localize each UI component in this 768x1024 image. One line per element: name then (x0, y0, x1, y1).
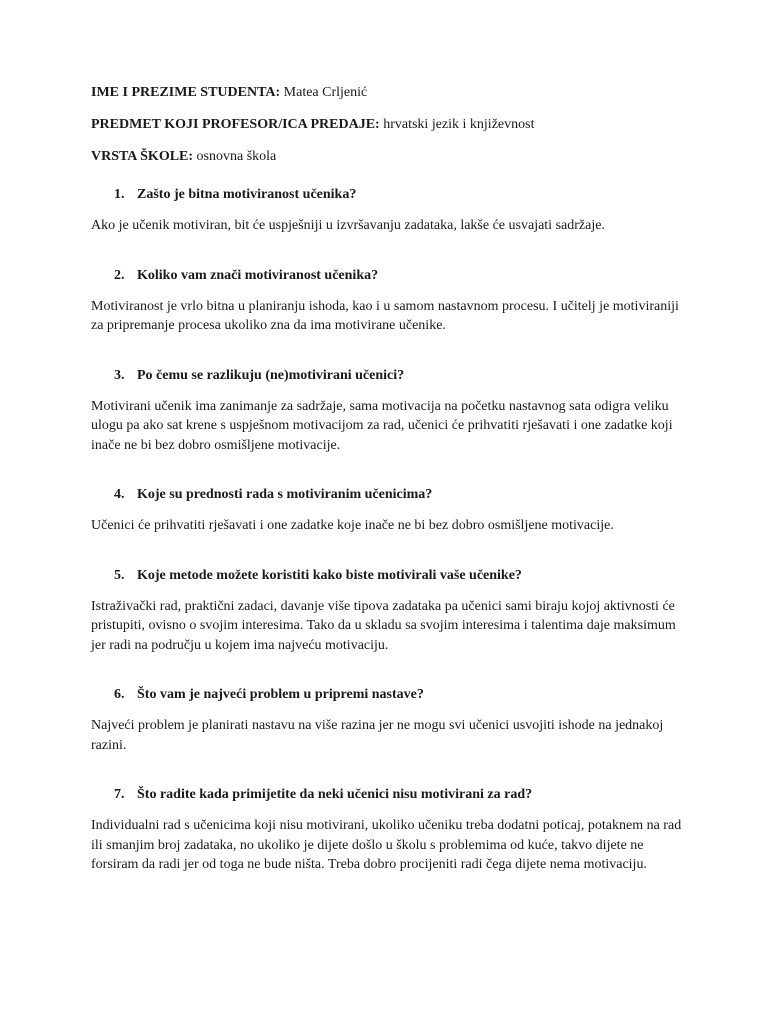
student-name-line (91, 84, 691, 102)
qa-item-3 (91, 367, 691, 456)
answer-5: Istraživački rad, praktični zadaci, davanje više tipova zadataka pa učenici sami biraju kojoj aktivnosti će pristupiti, ovisno o svojim interesima. Tako da u skladu sa svojim interesima i talentima daje maksimum jer radi na području u kojem ima najveću motivaciju. (91, 598, 676, 653)
question-4 (91, 486, 691, 504)
question-text: Što radite kada primijetite da neki učenici nisu motivirani za rad? (137, 787, 533, 802)
answer-4: Učenici će prihvatiti rješavati i one zadatke koje inače ne bi bez dobro osmišljene motivacije. (91, 518, 614, 533)
student-name-value: Matea Crljenić (283, 85, 368, 100)
subject-label: PREDMET KOJI PROFESOR/ICA PREDAJE: (91, 117, 380, 132)
student-info (91, 84, 691, 166)
question-text: Koje su prednosti rada s motiviranim učenicima? (137, 487, 433, 502)
question-number: 5. (114, 567, 125, 583)
answer-6: Najveći problem je planirati nastavu na više razina jer ne mogu svi učenici usvojiti ishode na jednakoj razini. (91, 718, 664, 753)
question-5 (91, 567, 691, 585)
qa-item-5 (91, 567, 691, 656)
question-number: 3. (114, 367, 125, 383)
question-text: Koliko vam znači motiviranost učenika? (137, 267, 379, 283)
question-text: Po čemu se razlikuju (ne)motivirani učenici? (137, 367, 405, 383)
document-page (91, 84, 691, 906)
question-1 (91, 186, 691, 204)
qa-item-1 (91, 186, 691, 236)
question-7 (91, 786, 691, 804)
school-type-label: VRSTA ŠKOLE: (91, 149, 194, 164)
qa-item-6 (91, 686, 691, 755)
question-number: 1. (114, 187, 125, 202)
question-6 (91, 686, 691, 704)
qa-item-2 (91, 267, 691, 336)
answer-7: Individualni rad s učenicima koji nisu motivirani, ukoliko učeniku treba dodatni poticaj, potaknem na rad ili smanjim broj zadataka, no ukoliko je dijete došlo u školu s problemima od kuće, takvo dijete ne forsiram da radi jer od toga ne bude ništa. Treba dobro procijeniti radi čega dijete nema motivaciju. (91, 818, 682, 872)
question-text: Koje metode možete koristiti kako biste motivirali vaše učenike? (137, 567, 522, 583)
qa-item-4 (91, 486, 691, 536)
question-text: Zašto je bitna motiviranost učenika? (137, 187, 357, 202)
school-type-line (91, 148, 691, 166)
subject-line (91, 116, 691, 134)
question-text: Što vam je najveći problem u pripremi nastave? (137, 687, 424, 702)
answer-2: Motiviranost je vrlo bitna u planiranju ishoda, kao i u samom nastavnom procesu. I učitelj je motiviraniji za pripremanje procesa ukoliko zna da ima motivirane učenike. (91, 298, 679, 333)
answer-3: Motivirani učenik ima zanimanje za sadržaje, sama motivacija na početku nastavnog sata odigra veliku ulogu pa ako sat krene s uspješnom motivacijom za rad, učenici će prihvatiti rješavati i one zadatke koji inače ne bi bez dobro osmišljene motivacije. (91, 398, 673, 453)
question-number: 4. (114, 487, 125, 502)
school-type-value: osnovna škola (196, 149, 277, 164)
subject-value: hrvatski jezik i književnost (383, 117, 535, 132)
question-number: 6. (114, 687, 125, 702)
question-number: 7. (114, 787, 125, 802)
answer-1: Ako je učenik motiviran, bit će uspješniji u izvršavanju zadataka, lakše će usvajati sadržaje. (91, 218, 605, 233)
qa-item-7 (91, 786, 691, 875)
question-2 (91, 267, 691, 285)
question-3 (91, 367, 691, 385)
student-name-label: IME I PREZIME STUDENTA: (91, 85, 281, 100)
question-number: 2. (114, 267, 125, 283)
